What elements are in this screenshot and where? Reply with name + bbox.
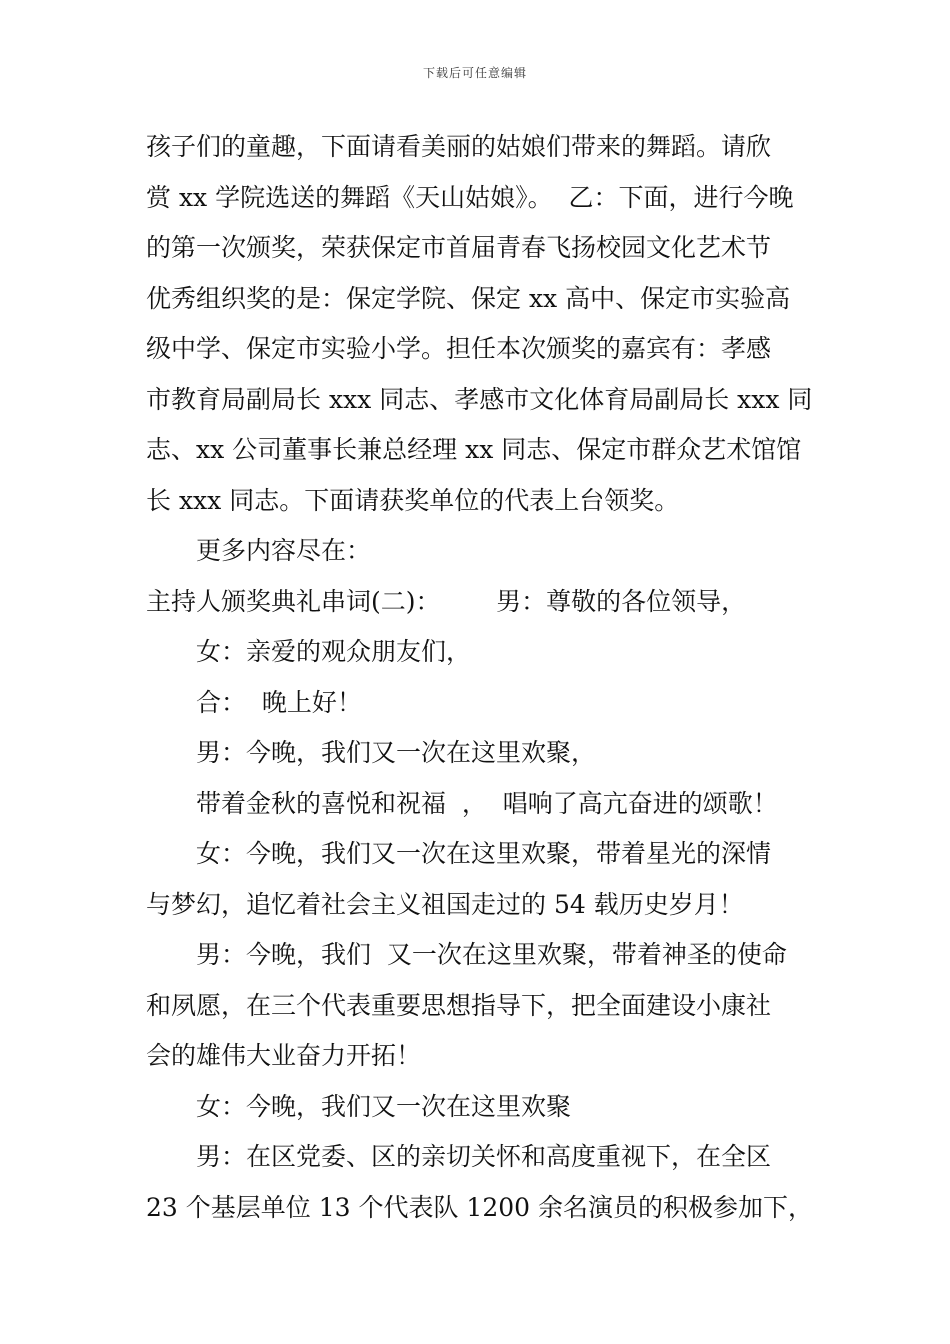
text-line: 志、xx 公司董事长兼总经理 xx 同志、保定市群众艺术馆馆 xyxy=(146,435,802,464)
text-line: 主持人颁奖典礼串词(二)： 男：尊敬的各位领导， xyxy=(146,586,747,616)
text-line: 男：今晚，我们又一次在这里欢聚， xyxy=(196,738,597,767)
page-header: 下载后可任意编辑 xyxy=(422,66,527,80)
text-line: 级中学、保定市实验小学。担任本次颁奖的嘉宾有：孝感 xyxy=(146,334,772,363)
text-line: 会的雄伟大业奋力开拓！ xyxy=(146,1041,422,1070)
text-line: 带着金秋的喜悦和祝福 ， 唱响了高亢奋进的颂歌！ xyxy=(196,788,778,818)
document-body xyxy=(146,122,811,1233)
text-line: 和夙愿，在三个代表重要思想指导下，把全面建设小康社 xyxy=(146,990,772,1020)
text-line: 男：今晚，我们 又一次在这里欢聚，带着神圣的使命 xyxy=(196,940,787,969)
text-line: 合： 晚上好！ xyxy=(196,687,362,717)
text-line: 女：亲爱的观众朋友们， xyxy=(196,637,472,666)
text-line: 23 个基层单位 13 个代表队 1200 余名演员的积极参加下， xyxy=(146,1192,813,1222)
text-line: 女：今晚，我们又一次在这里欢聚 xyxy=(196,1091,572,1121)
text-line: 市教育局副局长 xxx 同志、孝感市文化体育局副局长 xxx 同 xyxy=(146,384,813,414)
text-line: 长 xxx 同志。下面请获奖单位的代表上台领奖。 xyxy=(146,485,680,515)
text-line: 的第一次颁奖，荣获保定市首届青春飞扬校园文化艺术节 xyxy=(146,233,772,262)
text-line: 孩子们的童趣，下面请看美丽的姑娘们带来的舞蹈。请欣 xyxy=(146,132,772,161)
text-line: 更多内容尽在： xyxy=(196,536,372,565)
text-line: 女：今晚，我们又一次在这里欢聚，带着星光的深情 xyxy=(196,839,772,868)
text-line: 赏 xx 学院选送的舞蹈《天山姑娘》。 乙：下面，进行今晚 xyxy=(146,182,794,212)
text-line: 优秀组织奖的是：保定学院、保定 xx 高中、保定市实验高 xyxy=(146,283,791,313)
text-line: 男：在区党委、区的亲切关怀和高度重视下，在全区 xyxy=(196,1142,772,1171)
text-line: 与梦幻，追忆着社会主义祖国走过的 54 载历史岁月！ xyxy=(146,889,744,919)
